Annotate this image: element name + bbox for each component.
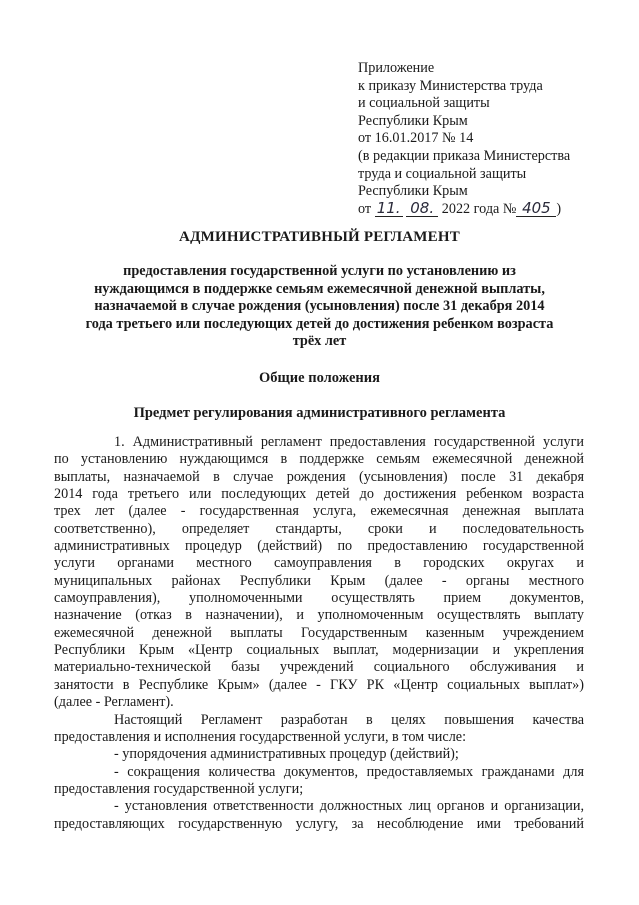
appendix-line: Республики Крым [358,183,468,200]
date-suffix: ) [556,200,562,217]
body-line: ежемесячной денежной выплаты Государственным казенным учреждением [54,624,584,641]
appendix-line: и социальной защиты [358,95,490,112]
handwritten-month: 08. [406,201,438,217]
heading-general-provisions: Общие положения [259,370,380,386]
appendix-date-line [358,198,628,219]
subtitle-line: предоставления государственной услуги по установлению из [123,263,516,279]
subtitle-line: трёх лет [292,333,347,349]
date-year: 2022 года № [441,200,517,217]
body-line: 2014 года третьего или последующих детей до достижения ребенком возраста [54,486,584,503]
appendix-line: (в редакции приказа Министерства [358,147,571,164]
body-line: Республики Крым «Центр социальных выплат, модернизации и укрепления [54,642,584,659]
body-line: занятости в Республике Крым» (далее - ГКУ РК «Центр социальных выплат») [54,676,584,693]
body-line: назначение (отказ в назначении), и уполномоченным осуществлять выплату [54,607,584,624]
appendix-line: к приказу Министерства труда [358,77,543,94]
subtitle-line: нуждающимся в поддержке семьям ежемесячной денежной выплаты, [94,280,545,297]
body-line: Настоящий Регламент разработан в целях повышения качества [114,711,584,728]
subtitle-line: назначаемой в случае рождения (усыновления) после 31 декабря 2014 [94,298,545,314]
body-line: предоставляющих государственную услугу, за несоблюдение ими требований [54,815,584,832]
appendix-line: труда и социальной защиты [358,165,527,182]
heading-subject-of-regulation: Предмет регулирования административного регламента [133,405,506,421]
body-line: самоуправления), уполномоченными осуществлять прием документов, [54,590,584,607]
appendix-line: Республики Крым [358,112,468,129]
body-line: (далее - Регламент). [54,694,174,711]
body-line: по установлению нуждающимся в поддержке семьям ежемесячной денежной [54,451,584,468]
document-title: АДМИНИСТРАТИВНЫЙ РЕГЛАМЕНТ [179,229,460,245]
body-line: административных процедур (действий) по предоставлению государственной [54,538,584,555]
body-line: муниципальных районах Республики Крым (далее - органы местного [54,572,584,589]
body-line: предоставления государственной услуги; [54,780,304,797]
body-line: предоставления и исполнения государственной услуги, в том числе: [54,728,467,745]
appendix-block [358,60,628,218]
body-line: - упорядочения административных процедур (действий); [114,746,459,763]
body-line: 1. Административный регламент предоставления государственной услуги [114,434,584,450]
handwritten-day: 11. [375,201,403,217]
body-line: соответственно), определяет стандарты, сроки и последовательность [54,520,584,537]
body-text [54,434,584,833]
date-prefix: от [358,200,372,217]
appendix-line: Приложение [358,60,435,76]
body-line: - установления ответственности должностных лиц органов и организации, [114,798,584,815]
subtitle-line: года третьего или последующих детей до достижения ребенком возраста [85,315,554,332]
body-line: услуги органами местного самоуправления в городских округах и [54,555,584,572]
handwritten-order-number: 405 [516,201,556,217]
body-line: трех лет (далее - государственная услуга, ежемесячная денежная выплата [54,503,584,520]
body-line: - сокращения количества документов, предоставляемых гражданами для [114,763,584,780]
appendix-line: от 16.01.2017 № 14 [358,130,474,147]
document-subtitle [70,263,569,351]
body-line: материально-технической базы учреждений социального обслуживания и [54,659,584,676]
body-line: выплаты, назначаемой в случае рождения (усыновления) после 31 декабря [54,468,584,485]
